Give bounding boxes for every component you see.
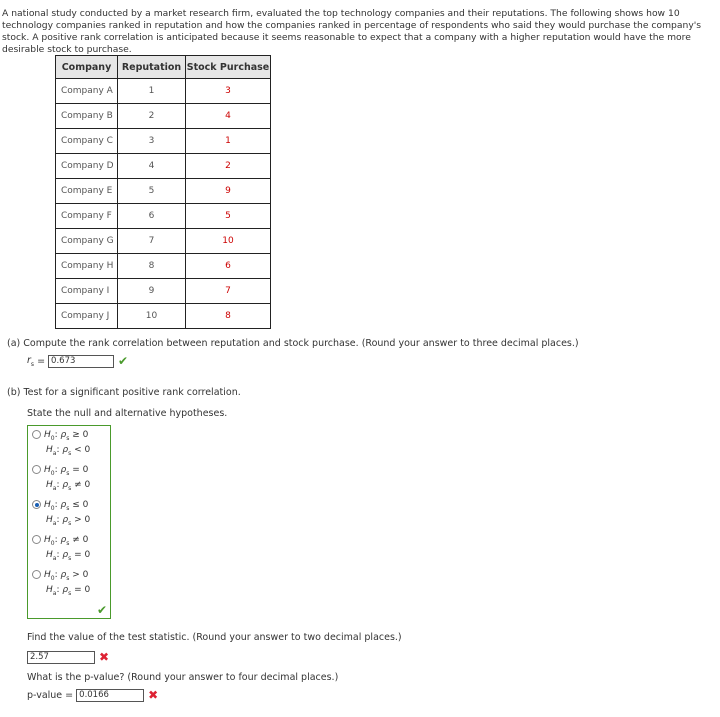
- radio-button-selected[interactable]: [32, 500, 41, 509]
- stock-purchase-cell: 1: [186, 129, 271, 154]
- rank-correlation-input[interactable]: 0.673: [48, 355, 114, 368]
- part-b-question: (b) Test for a significant positive rank correlation.: [7, 387, 241, 398]
- test-statistic-input[interactable]: 2.57: [27, 651, 95, 664]
- reputation-cell: 3: [118, 129, 186, 154]
- ha-relation: ≠ 0: [74, 479, 91, 490]
- h0-relation: ≤ 0: [72, 500, 89, 510]
- table-row: [56, 204, 271, 229]
- hypothesis-option-5[interactable]: $H_0$: $\rho_s > 0$ $H_a$: $\rho_s = 0$: [32, 570, 90, 597]
- table-row: [56, 179, 271, 204]
- ha-relation: < 0: [74, 444, 91, 455]
- stock-purchase-cell: 4: [186, 104, 271, 129]
- equals-sign: =: [34, 355, 49, 367]
- data-table: [55, 55, 271, 329]
- h0-relation: > 0: [72, 570, 89, 580]
- company-cell: Company I: [56, 279, 118, 304]
- state-hypotheses-text: State the null and alternative hypotheses.: [27, 408, 228, 419]
- ha-relation: = 0: [74, 584, 91, 595]
- reputation-cell: 1: [118, 79, 186, 104]
- stock-purchase-cell: 5: [186, 204, 271, 229]
- hypotheses-options: [27, 425, 111, 619]
- reputation-cell: 10: [118, 304, 186, 329]
- table-row: [56, 154, 271, 179]
- reputation-cell: 5: [118, 179, 186, 204]
- h0-relation: = 0: [72, 465, 89, 475]
- table-row: [56, 104, 271, 129]
- hypothesis-option-1[interactable]: $H_0$: $\rho_s \ge 0$ $H_a$: $\rho_s < 0$: [32, 430, 90, 457]
- reputation-cell: 2: [118, 104, 186, 129]
- company-cell: Company B: [56, 104, 118, 129]
- company-cell: Company H: [56, 254, 118, 279]
- rs-label: $r_s$: [27, 354, 35, 368]
- table-row: [56, 79, 271, 104]
- p-value-label: p-value =: [27, 689, 77, 701]
- header-reputation: Reputation: [118, 56, 186, 79]
- p-value-input[interactable]: 0.0166: [76, 689, 144, 702]
- radio-button[interactable]: [32, 570, 41, 579]
- radio-button[interactable]: [32, 430, 41, 439]
- table-row: [56, 229, 271, 254]
- check-icon: ✔: [96, 603, 107, 617]
- table-row: [56, 129, 271, 154]
- check-icon: ✔: [118, 354, 129, 368]
- cross-icon: ✖: [99, 650, 110, 664]
- reputation-cell: 6: [118, 204, 186, 229]
- stock-purchase-cell: 9: [186, 179, 271, 204]
- h0-relation: ≠ 0: [72, 535, 89, 545]
- company-cell: Company G: [56, 229, 118, 254]
- table-row: [56, 304, 271, 329]
- company-cell: Company E: [56, 179, 118, 204]
- stock-purchase-cell: 10: [186, 229, 271, 254]
- company-cell: Company J: [56, 304, 118, 329]
- stock-purchase-cell: 3: [186, 79, 271, 104]
- header-company: Company: [56, 56, 118, 79]
- radio-button[interactable]: [32, 465, 41, 474]
- reputation-cell: 4: [118, 154, 186, 179]
- table-row: [56, 254, 271, 279]
- h0-relation: ≥ 0: [72, 430, 89, 440]
- rank-correlation-row: [27, 354, 128, 368]
- ha-relation: = 0: [74, 549, 91, 560]
- problem-intro: A national study conducted by a market research firm, evaluated the top technology companies and their reputations. The following shows how 10 technology companies ranked in reputation and how the companies ranked in percentage of respondents who said they would purchase the company's stock. A positive rank correlation is anticipated because it seems reasonable to expect that a company with a higher reputation would have the more desirable stock to purchase.: [2, 8, 702, 55]
- company-cell: Company C: [56, 129, 118, 154]
- hypothesis-option-4[interactable]: $H_0$: $\rho_s \ne 0$ $H_a$: $\rho_s = 0$: [32, 535, 90, 562]
- company-cell: Company D: [56, 154, 118, 179]
- part-a-question: (a) Compute the rank correlation between reputation and stock purchase. (Round your answer to three decimal places.): [7, 338, 579, 349]
- reputation-cell: 9: [118, 279, 186, 304]
- radio-button[interactable]: [32, 535, 41, 544]
- company-cell: Company A: [56, 79, 118, 104]
- ha-relation: > 0: [74, 514, 91, 525]
- hypothesis-option-3[interactable]: $H_0$: $\rho_s \le 0$ $H_a$: $\rho_s > 0$: [32, 500, 90, 527]
- stock-purchase-cell: 7: [186, 279, 271, 304]
- stock-purchase-cell: 8: [186, 304, 271, 329]
- p-value-question: What is the p-value? (Round your answer to four decimal places.): [27, 672, 339, 683]
- stock-purchase-cell: 6: [186, 254, 271, 279]
- header-stock-purchase: Stock Purchase: [186, 56, 271, 79]
- reputation-cell: 8: [118, 254, 186, 279]
- test-statistic-question: Find the value of the test statistic. (Round your answer to two decimal places.): [27, 632, 402, 643]
- company-cell: Company F: [56, 204, 118, 229]
- p-value-row: [27, 688, 158, 702]
- table-header-row: [56, 56, 271, 79]
- stock-purchase-cell: 2: [186, 154, 271, 179]
- hypothesis-option-2[interactable]: $H_0$: $\rho_s = 0$ $H_a$: $\rho_s \ne 0$: [32, 465, 90, 492]
- table-row: [56, 279, 271, 304]
- reputation-cell: 7: [118, 229, 186, 254]
- cross-icon: ✖: [148, 688, 159, 702]
- test-statistic-row: [27, 650, 109, 664]
